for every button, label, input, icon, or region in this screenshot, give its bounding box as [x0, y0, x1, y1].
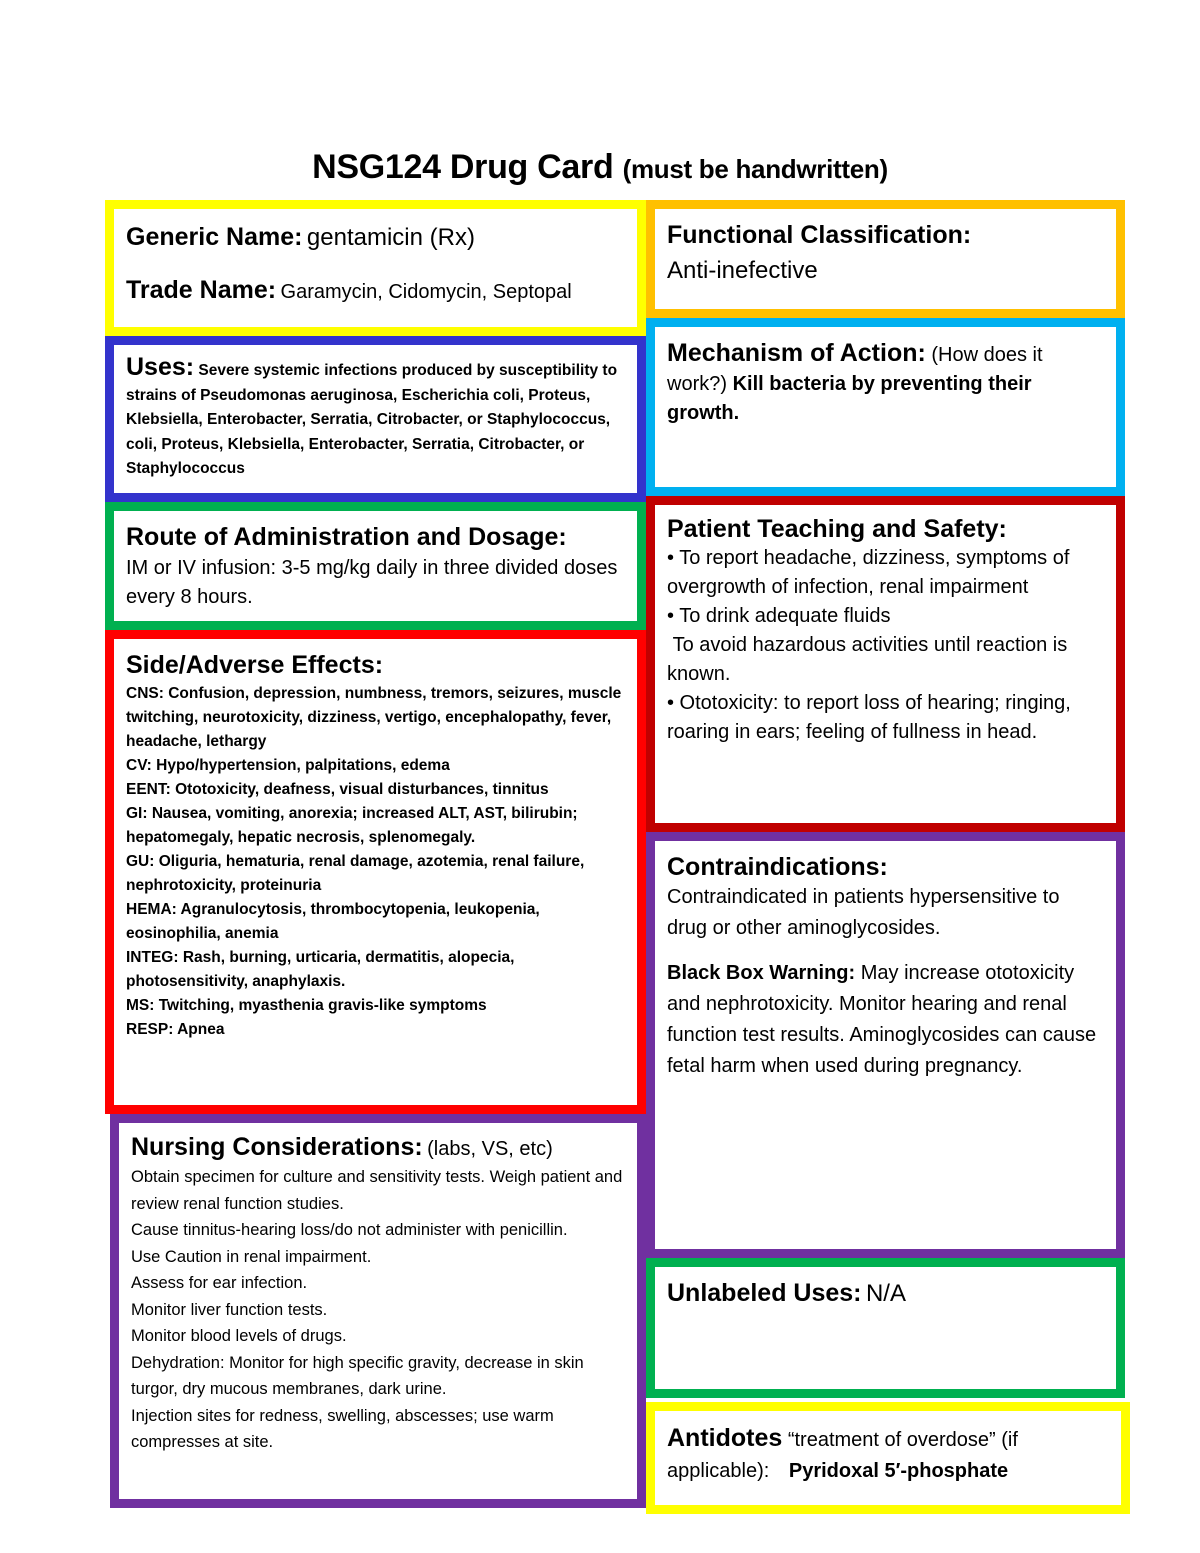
unlabeled-uses-value: N/A [865, 1280, 906, 1307]
side-effect-line: GI: Nausea, vomiting, anorexia; increased ALT, AST, bilirubin; hepatomegaly, hepatic necrosis, splenomegaly. [126, 805, 578, 846]
side-effect-line: GU: Oliguria, hematuria, renal damage, azotemia, renal failure, nephrotoxicity, proteinuria [126, 853, 585, 894]
nursing-line: Monitor blood levels of drugs. [131, 1327, 347, 1345]
nursing-line: Assess for ear infection. [131, 1274, 308, 1292]
teaching-item: • Ototoxicity: to report loss of hearing; ringing, roaring in ears; feeling of fullness in head. [667, 692, 1071, 743]
nursing-considerations-label: Nursing Considerations: [131, 1133, 423, 1161]
contraindications-value: Contraindicated in patients hypersensitive to drug or other aminoglycosides. [667, 886, 1060, 939]
antidotes-card [646, 1402, 1130, 1514]
trade-name-value: Garamycin, Cidomycin, Septopal [280, 281, 572, 303]
nursing-line: Dehydration: Monitor for high specific gravity, decrease in skin turgor, dry mucous membranes, dark urine. [131, 1353, 584, 1398]
antidotes-hint: “treatment of overdose” (if applicable): [667, 1429, 1018, 1482]
unlabeled-uses-card [646, 1258, 1125, 1398]
generic-name-label: Generic Name: [126, 223, 303, 251]
side-effect-line: CV: Hypo/hypertension, palpitations, edema [126, 757, 450, 774]
side-effect-line: MS: Twitching, myasthenia gravis-like symptoms [126, 997, 487, 1014]
antidotes-content [667, 1423, 1109, 1487]
uses-value: Severe systemic infections produced by susceptibility to strains of Pseudomonas aeruginosa, Escherichia coli, Proteus, Klebsiella, Enterobacter, Serratia, Citrobacter, or Staphylococcus, coli, Proteus, Klebsiella, Enterobacter, Serratia, Citrobacter, or Staphylococcus [126, 362, 618, 477]
functional-classification-card [646, 200, 1125, 318]
trade-name-row [126, 276, 625, 307]
title-main: NSG124 Drug Card [312, 148, 614, 186]
nursing-line: Cause tinnitus-hearing loss/do not administer with penicillin. [131, 1221, 568, 1239]
mechanism-hint: (How does it work?) [667, 344, 1043, 395]
nursing-considerations-hint: (labs, VS, etc) [427, 1138, 553, 1160]
title-sub: (must be handwritten) [622, 154, 888, 184]
uses-card [105, 336, 646, 502]
side-effect-line: EENT: Ototoxicity, deafness, visual disturbances, tinnitus [126, 781, 549, 798]
route-card [105, 502, 646, 630]
patient-teaching-label: Patient Teaching and Safety: [667, 515, 1007, 543]
mechanism-label: Mechanism of Action: [667, 339, 926, 367]
route-label: Route of Administration and Dosage: [126, 523, 567, 551]
side-effect-line: HEMA: Agranulocytosis, thrombocytopenia, leukopenia, eosinophilia, anemia [126, 901, 540, 942]
teaching-item: • To drink adequate fluids [667, 605, 891, 627]
nursing-line: Injection sites for redness, swelling, abscesses; use warm compresses at site. [131, 1406, 554, 1451]
contraindications-label: Contraindications: [667, 853, 888, 881]
side-effects-label: Side/Adverse Effects: [126, 651, 384, 679]
name-card [105, 200, 646, 336]
unlabeled-uses-label: Unlabeled Uses: [667, 1279, 862, 1307]
contraindications-card [646, 832, 1125, 1258]
black-box-warning [667, 958, 1104, 1082]
functional-classification-value: Anti-inefective [667, 257, 818, 284]
teaching-item: • To report headache, dizziness, symptoms of overgrowth of infection, renal impairment [667, 547, 1070, 598]
side-effect-line: RESP: Apnea [126, 1021, 225, 1038]
nursing-line: Obtain specimen for culture and sensitivity tests. Weigh patient and review renal function studies. [131, 1168, 623, 1213]
mechanism-card [646, 318, 1125, 496]
black-box-warning-value: May increase ototoxicity and nephrotoxicity. Monitor hearing and renal function test results. Aminoglycosides can cause fetal harm when used during pregnancy. [667, 962, 1097, 1077]
nursing-line: Monitor liver function tests. [131, 1300, 328, 1319]
uses-content [126, 355, 625, 482]
route-value: IM or IV infusion: 3-5 mg/kg daily in three divided doses every 8 hours. [126, 557, 618, 608]
uses-label: Uses: [126, 353, 195, 381]
trade-name-label: Trade Name: [126, 276, 277, 304]
functional-classification-label: Functional Classification: [667, 221, 972, 249]
patient-teaching-card [646, 496, 1125, 832]
black-box-warning-label: Black Box Warning: [667, 962, 856, 984]
nursing-considerations-heading [131, 1133, 625, 1164]
page-title [0, 148, 1200, 187]
generic-name-row [126, 223, 625, 252]
teaching-item: To avoid hazardous activities until reaction is known. [667, 634, 1073, 685]
unlabeled-uses-row [667, 1279, 1104, 1308]
mechanism-value: Kill bacteria by preventing their growth. [667, 373, 1032, 424]
mechanism-content [667, 339, 1104, 428]
nursing-line: Use Caution in renal impairment. [131, 1247, 372, 1266]
side-effect-line: INTEG: Rash, burning, urticaria, dermatitis, alopecia, photosensitivity, anaphylaxis. [126, 949, 515, 990]
antidotes-label: Antidotes [667, 1424, 783, 1452]
antidotes-value: Pyridoxal 5′-phosphate [788, 1460, 1009, 1482]
side-effect-line: CNS: Confusion, depression, numbness, tremors, seizures, muscle twitching, neurotoxicity, dizziness, vertigo, encephalopathy, fever, headache, lethargy [126, 685, 622, 750]
generic-name-value: gentamicin (Rx) [306, 224, 475, 251]
side-effects-card [105, 630, 646, 1114]
nursing-considerations-card [110, 1114, 646, 1508]
